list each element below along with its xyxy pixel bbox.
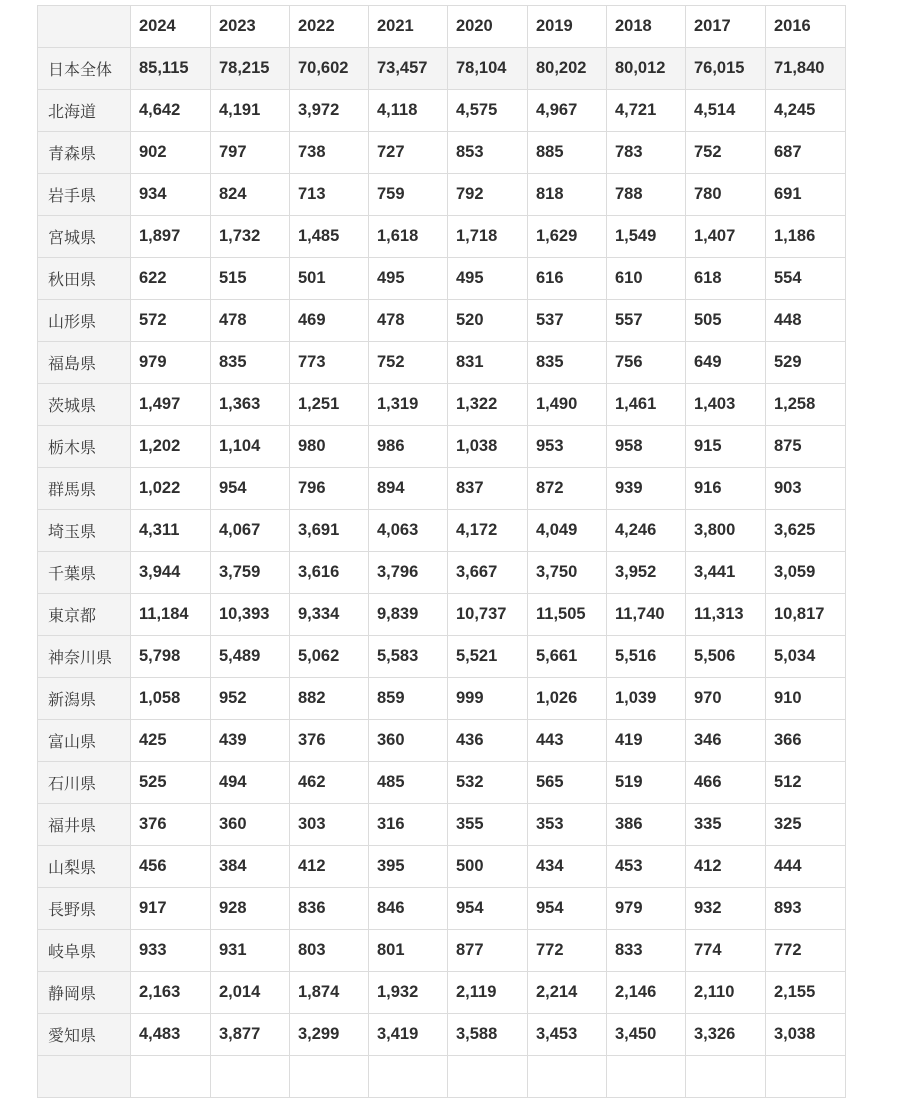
table-cell-value: 933: [131, 930, 211, 972]
table-cell-value: 11,505: [528, 594, 607, 636]
table-cell-value: 419: [607, 720, 686, 762]
table-row: [38, 510, 846, 552]
table-cell-value: 5,489: [211, 636, 290, 678]
row-header-region: 秋田県: [38, 258, 131, 300]
table-cell-value: 772: [766, 930, 846, 972]
table-cell-value: 1,039: [607, 678, 686, 720]
table-cell-value: 3,038: [766, 1014, 846, 1056]
prefecture-year-table: [37, 5, 846, 1098]
table-cell-value: 979: [607, 888, 686, 930]
table-cell-value: 478: [369, 300, 448, 342]
table-cell-value: 796: [290, 468, 369, 510]
table-cell-value: 11,740: [607, 594, 686, 636]
table-cell-value: 3,419: [369, 1014, 448, 1056]
table-cell-value: 443: [528, 720, 607, 762]
table-cell-value: 466: [686, 762, 766, 804]
table-cell-value: 1,874: [290, 972, 369, 1014]
table-cell-value: 836: [290, 888, 369, 930]
table-cell-value: 10,393: [211, 594, 290, 636]
table-row: [38, 132, 846, 174]
table-cell-value: 1,932: [369, 972, 448, 1014]
table-cell-value: 1,319: [369, 384, 448, 426]
table-cell-value: 792: [448, 174, 528, 216]
year-column-header: 2016: [766, 6, 846, 48]
table-cell-value: 9,839: [369, 594, 448, 636]
table-cell-value: 4,575: [448, 90, 528, 132]
table-cell-value: 1,038: [448, 426, 528, 468]
table-cell-value: 1,058: [131, 678, 211, 720]
row-header-region: 福井県: [38, 804, 131, 846]
table-row: [38, 594, 846, 636]
table-cell-value: 1,718: [448, 216, 528, 258]
table-cell-value: 2,146: [607, 972, 686, 1014]
table-cell-value: 4,967: [528, 90, 607, 132]
table-cell-value: 80,202: [528, 48, 607, 90]
table-cell-value: 915: [686, 426, 766, 468]
table-row: [38, 888, 846, 930]
table-cell-value: 3,450: [607, 1014, 686, 1056]
table-cell-value: 1,490: [528, 384, 607, 426]
table-cell-value: 2,163: [131, 972, 211, 1014]
table-cell-value: 837: [448, 468, 528, 510]
table-cell-value: 425: [131, 720, 211, 762]
table-cell-value: 5,034: [766, 636, 846, 678]
row-header-region: 福島県: [38, 342, 131, 384]
row-header-region: 神奈川県: [38, 636, 131, 678]
table-cell-value: 687: [766, 132, 846, 174]
year-column-header: 2018: [607, 6, 686, 48]
table-cell-value: 554: [766, 258, 846, 300]
table-cell-value: 360: [211, 804, 290, 846]
table-cell-value: 4,721: [607, 90, 686, 132]
row-header-region: 岐阜県: [38, 930, 131, 972]
table-cell-value: 1,732: [211, 216, 290, 258]
table-cell-value: 353: [528, 804, 607, 846]
table-row: [38, 930, 846, 972]
table-cell-value: 903: [766, 468, 846, 510]
table-cell-value: 1,363: [211, 384, 290, 426]
table-row: [38, 762, 846, 804]
table-row: [38, 636, 846, 678]
table-cell-value: 1,485: [290, 216, 369, 258]
table-cell-value: 756: [607, 342, 686, 384]
table-cell-value: 902: [131, 132, 211, 174]
table-cell-value: 469: [290, 300, 369, 342]
table-cell-value: 618: [686, 258, 766, 300]
table-cell-value: 2,214: [528, 972, 607, 1014]
table-cell-value: 752: [686, 132, 766, 174]
table-cell-value: 453: [607, 846, 686, 888]
table-cell-value: 999: [448, 678, 528, 720]
table-row: [38, 552, 846, 594]
table-cell-value: 557: [607, 300, 686, 342]
table-cell-value: 1,403: [686, 384, 766, 426]
table-cell-value: 386: [607, 804, 686, 846]
table-cell-value: 1,497: [131, 384, 211, 426]
table-cell-value: 1,629: [528, 216, 607, 258]
table-cell-value: 954: [211, 468, 290, 510]
table-cell-value: 3,952: [607, 552, 686, 594]
table-cell-value: 5,516: [607, 636, 686, 678]
table-cell-value: 932: [686, 888, 766, 930]
table-cell-value: 772: [528, 930, 607, 972]
table-cell-value: 1,026: [528, 678, 607, 720]
table-cell-value: 3,616: [290, 552, 369, 594]
table-cell-value: 893: [766, 888, 846, 930]
table-cell-value: 2,110: [686, 972, 766, 1014]
table-cell-value: 10,737: [448, 594, 528, 636]
row-header-region: 山形県: [38, 300, 131, 342]
table-cell-value: 495: [448, 258, 528, 300]
corner-cell: [38, 6, 131, 48]
table-cell-value: 953: [528, 426, 607, 468]
table-cell-value: 346: [686, 720, 766, 762]
table-cell-value: 3,972: [290, 90, 369, 132]
table-cell-value: 1,202: [131, 426, 211, 468]
table-cell-value: 11,184: [131, 594, 211, 636]
row-header-region: 長野県: [38, 888, 131, 930]
table-cell-value: 360: [369, 720, 448, 762]
table-cell-value: 5,062: [290, 636, 369, 678]
table-cell-value: 759: [369, 174, 448, 216]
table-cell-value: 1,322: [448, 384, 528, 426]
table-cell-value: 1,022: [131, 468, 211, 510]
year-column-header: 2022: [290, 6, 369, 48]
table-cell-value: 1,186: [766, 216, 846, 258]
table-cell-value: 894: [369, 468, 448, 510]
table-cell-value: 2,119: [448, 972, 528, 1014]
table-cell-value: 519: [607, 762, 686, 804]
table-cell-value: 3,441: [686, 552, 766, 594]
table-row: [38, 804, 846, 846]
table-cell-value: 78,215: [211, 48, 290, 90]
table-cell-value: 970: [686, 678, 766, 720]
table-cell-value: 5,661: [528, 636, 607, 678]
table-cell-value: 303: [290, 804, 369, 846]
table-cell-value: 325: [766, 804, 846, 846]
table-cell-value: 505: [686, 300, 766, 342]
table-cell-value: 1,251: [290, 384, 369, 426]
table-cell-value: 525: [131, 762, 211, 804]
row-header-region: 北海道: [38, 90, 131, 132]
table-cell-value: 366: [766, 720, 846, 762]
table-row: [38, 258, 846, 300]
row-header-region: 東京都: [38, 594, 131, 636]
table-cell-value: 833: [607, 930, 686, 972]
table-cell-value: 882: [290, 678, 369, 720]
year-column-header: 2024: [131, 6, 211, 48]
table-cell-value: 3,299: [290, 1014, 369, 1056]
table-row-total: [38, 48, 846, 90]
header-row: [38, 6, 846, 48]
table-cell-value: 3,453: [528, 1014, 607, 1056]
table-cell-value: 78,104: [448, 48, 528, 90]
table-cell-value: 4,245: [766, 90, 846, 132]
year-column-header: 2017: [686, 6, 766, 48]
table-cell-value: 5,798: [131, 636, 211, 678]
table-cell-value: 532: [448, 762, 528, 804]
table-cell-value: 954: [448, 888, 528, 930]
year-column-header: 2021: [369, 6, 448, 48]
table-cell-value: 478: [211, 300, 290, 342]
table-cell-value: 738: [290, 132, 369, 174]
row-header-region: 石川県: [38, 762, 131, 804]
table-cell-value: 952: [211, 678, 290, 720]
table-cell-value: 3,667: [448, 552, 528, 594]
row-header-region: 岩手県: [38, 174, 131, 216]
table-cell-value: 3,800: [686, 510, 766, 552]
table-cell-value: 4,172: [448, 510, 528, 552]
table-cell-value: 456: [131, 846, 211, 888]
table-cell-value: 3,759: [211, 552, 290, 594]
table-cell-value: 520: [448, 300, 528, 342]
table-cell-value: 859: [369, 678, 448, 720]
table-cell-value: 70,602: [290, 48, 369, 90]
table-cell-value: 691: [766, 174, 846, 216]
table-row: [38, 90, 846, 132]
table-cell-value: 788: [607, 174, 686, 216]
table-cell-value: 916: [686, 468, 766, 510]
table-cell-value: 610: [607, 258, 686, 300]
table-row: [38, 426, 846, 468]
table-cell-value: 1,407: [686, 216, 766, 258]
table-cell-value: 4,063: [369, 510, 448, 552]
table-body: [38, 48, 846, 1098]
table-cell-value: 1,618: [369, 216, 448, 258]
table-cell-value: 835: [211, 342, 290, 384]
table-cell-value: 979: [131, 342, 211, 384]
table-cell-value: 931: [211, 930, 290, 972]
table-cell-value: 752: [369, 342, 448, 384]
table-cell-value: 9,334: [290, 594, 369, 636]
table-cell-value: 1,461: [607, 384, 686, 426]
table-cell-value: 444: [766, 846, 846, 888]
table-cell-value: 872: [528, 468, 607, 510]
table-cell-value: 73,457: [369, 48, 448, 90]
table-cell-value: 622: [131, 258, 211, 300]
table-cell-value: 515: [211, 258, 290, 300]
row-header-region: 群馬県: [38, 468, 131, 510]
table-cell-value: 1,104: [211, 426, 290, 468]
table-cell-value: 835: [528, 342, 607, 384]
table-cell-value: 5,506: [686, 636, 766, 678]
table-cell-value: 71,840: [766, 48, 846, 90]
table-cell-value: 3,625: [766, 510, 846, 552]
table-cell-value: 572: [131, 300, 211, 342]
row-header-region: 青森県: [38, 132, 131, 174]
table-cell-value: 928: [211, 888, 290, 930]
table-cell-value: 727: [369, 132, 448, 174]
table-cell-value: 395: [369, 846, 448, 888]
row-header-region: 宮城県: [38, 216, 131, 258]
table-cell-value: 773: [290, 342, 369, 384]
table-cell-value: 1,549: [607, 216, 686, 258]
table-cell-value: 4,642: [131, 90, 211, 132]
table-cell-value: 831: [448, 342, 528, 384]
row-header-region: 富山県: [38, 720, 131, 762]
table-cell-value: 412: [686, 846, 766, 888]
table-cell-value: 5,521: [448, 636, 528, 678]
table-cell-value: 565: [528, 762, 607, 804]
table-cell-value: 384: [211, 846, 290, 888]
table-cell-value: 529: [766, 342, 846, 384]
table-cell-value: 10,817: [766, 594, 846, 636]
table-cell-value: 917: [131, 888, 211, 930]
table-cell-value: 954: [528, 888, 607, 930]
table-cell-value: 980: [290, 426, 369, 468]
table-cell-value: 774: [686, 930, 766, 972]
table-cell-value: 485: [369, 762, 448, 804]
table-row: [38, 216, 846, 258]
table-row: [38, 678, 846, 720]
table-cell-value: 846: [369, 888, 448, 930]
table-cell-value: 3,326: [686, 1014, 766, 1056]
year-column-header: 2020: [448, 6, 528, 48]
row-header-region: 千葉県: [38, 552, 131, 594]
table-cell-value: 3,944: [131, 552, 211, 594]
table-cell-value: 4,246: [607, 510, 686, 552]
table-cell-value: 713: [290, 174, 369, 216]
table-cell-value: 3,059: [766, 552, 846, 594]
table-cell-value: 355: [448, 804, 528, 846]
table-cell-value: 986: [369, 426, 448, 468]
table-row: [38, 1014, 846, 1056]
table-cell-value: 1,258: [766, 384, 846, 426]
table-cell-value: 910: [766, 678, 846, 720]
table-row: [38, 342, 846, 384]
table-cell-value: 5,583: [369, 636, 448, 678]
table-cell-value: 649: [686, 342, 766, 384]
table-cell-value: 4,514: [686, 90, 766, 132]
table-cell-value: 376: [290, 720, 369, 762]
table-cell-value: 495: [369, 258, 448, 300]
table-cell-value: 958: [607, 426, 686, 468]
table-cell-value: 80,012: [607, 48, 686, 90]
table-cell-value: 4,483: [131, 1014, 211, 1056]
table-cell-value: 434: [528, 846, 607, 888]
table-row: [38, 300, 846, 342]
table-cell-value: 803: [290, 930, 369, 972]
table-cell-value: 780: [686, 174, 766, 216]
table-row: [38, 174, 846, 216]
table-cell-value: 4,191: [211, 90, 290, 132]
table-cell-value: 801: [369, 930, 448, 972]
table-cell-value: 783: [607, 132, 686, 174]
year-column-header: 2023: [211, 6, 290, 48]
table-cell-value: 85,115: [131, 48, 211, 90]
table-cell-value: 3,750: [528, 552, 607, 594]
table-cell-value: 818: [528, 174, 607, 216]
table-cell-value: 11,313: [686, 594, 766, 636]
row-header-region: 埼玉県: [38, 510, 131, 552]
table-cell-value: 885: [528, 132, 607, 174]
table-cell-value: 4,049: [528, 510, 607, 552]
table-cell-value: 376: [131, 804, 211, 846]
table-row: [38, 384, 846, 426]
table-cell-value: 4,118: [369, 90, 448, 132]
year-column-header: 2019: [528, 6, 607, 48]
row-header-region: 山梨県: [38, 846, 131, 888]
table-cell-value: 76,015: [686, 48, 766, 90]
table-cell-value: 2,155: [766, 972, 846, 1014]
table-cell-value: 3,588: [448, 1014, 528, 1056]
table-cell-value: 3,796: [369, 552, 448, 594]
row-header-region: 新潟県: [38, 678, 131, 720]
data-table-container: [37, 5, 846, 1098]
table-cell-value: 500: [448, 846, 528, 888]
table-cell-value: 853: [448, 132, 528, 174]
table-cell-value: 316: [369, 804, 448, 846]
table-cell-value: 462: [290, 762, 369, 804]
table-cell-value: 494: [211, 762, 290, 804]
table-cell-value: 616: [528, 258, 607, 300]
table-cell-value: 537: [528, 300, 607, 342]
table-row: [38, 972, 846, 1014]
row-header-region: 静岡県: [38, 972, 131, 1014]
table-cell-value: 797: [211, 132, 290, 174]
table-cell-value: 436: [448, 720, 528, 762]
table-cell-value: 875: [766, 426, 846, 468]
row-header-region: 栃木県: [38, 426, 131, 468]
row-header-region: 愛知県: [38, 1014, 131, 1056]
table-cell-value: 934: [131, 174, 211, 216]
table-cell-value: 501: [290, 258, 369, 300]
table-cell-value: 335: [686, 804, 766, 846]
table-cell-value: 4,067: [211, 510, 290, 552]
table-cell-value: 939: [607, 468, 686, 510]
table-cell-value: 3,691: [290, 510, 369, 552]
table-cell-value: 877: [448, 930, 528, 972]
table-row: [38, 468, 846, 510]
table-cell-value: 2,014: [211, 972, 290, 1014]
table-cell-value: 1,897: [131, 216, 211, 258]
table-cell-value: 512: [766, 762, 846, 804]
table-cell-value: 4,311: [131, 510, 211, 552]
table-cell-value: 439: [211, 720, 290, 762]
row-header-region: 茨城県: [38, 384, 131, 426]
table-row: [38, 846, 846, 888]
table-cell-value: 3,877: [211, 1014, 290, 1056]
table-row: [38, 720, 846, 762]
table-cell-value: 448: [766, 300, 846, 342]
table-cell-value: 824: [211, 174, 290, 216]
table-cell-value: 412: [290, 846, 369, 888]
row-header-region: 日本全体: [38, 48, 131, 90]
